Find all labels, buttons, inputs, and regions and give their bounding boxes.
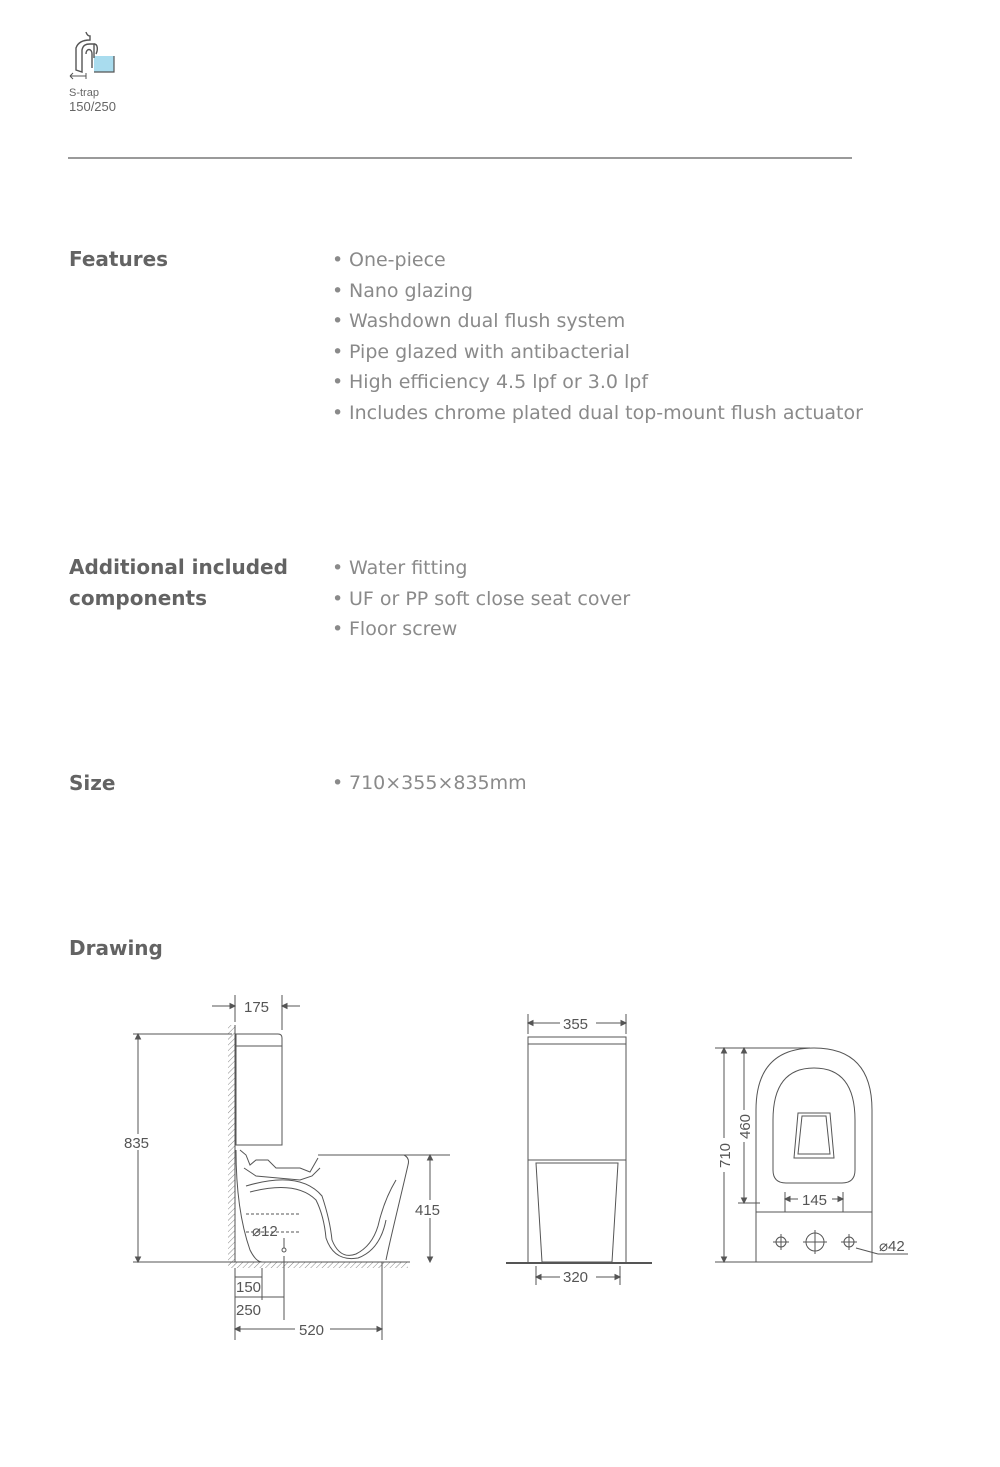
additional-list [332,553,630,645]
additional-heading-line2: components [69,586,207,610]
s-trap-label [69,87,116,113]
s-trap-dims: 150/250 [69,99,116,114]
drawing-svg [100,985,930,1355]
s-trap-icon [66,28,126,84]
dim-pipe: ⌀12 [252,1223,278,1240]
dim-hole-spacing: 145 [802,1192,828,1209]
technical-drawing [100,985,930,1355]
list-item: • High efficiency 4.5 lpf or 3.0 lpf [332,367,863,398]
list-item: • Pipe glazed with antibacterial [332,337,863,368]
dim-base-width: 320 [563,1269,589,1286]
dim-length: 520 [299,1322,325,1339]
top-view [715,1048,908,1262]
list-item: • 710×355×835mm [332,768,527,799]
dim-tank-depth: 175 [244,999,270,1016]
dim-hole-dia: ⌀42 [879,1238,905,1255]
list-item: • Includes chrome plated dual top-mount flush actuator [332,398,863,429]
features-heading: Features [69,247,169,271]
dim-top-width: 355 [563,1016,589,1033]
dim-length-top: 710 [717,1142,734,1168]
dim-seat-height: 415 [415,1202,441,1219]
s-trap-name: S-trap [69,87,99,99]
side-view [133,995,450,1340]
list-item: • UF or PP soft close seat cover [332,584,630,615]
size-heading: Size [69,771,116,795]
dim-rough-in-1: 150 [236,1279,262,1296]
dim-rough-in-2: 250 [236,1302,262,1319]
list-item: • One-piece [332,245,863,276]
additional-heading [69,552,288,614]
section-divider [68,157,852,159]
dim-height: 835 [124,1135,150,1152]
size-list [332,768,527,799]
list-item: • Water fitting [332,553,630,584]
features-list [332,245,863,429]
list-item: • Nano glazing [332,276,863,307]
additional-heading-line1: Additional included [69,555,288,579]
list-item: • Washdown dual flush system [332,306,863,337]
drawing-heading: Drawing [69,936,163,960]
list-item: • Floor screw [332,614,630,645]
dim-bowl: 460 [737,1113,754,1139]
front-view [506,1014,652,1285]
